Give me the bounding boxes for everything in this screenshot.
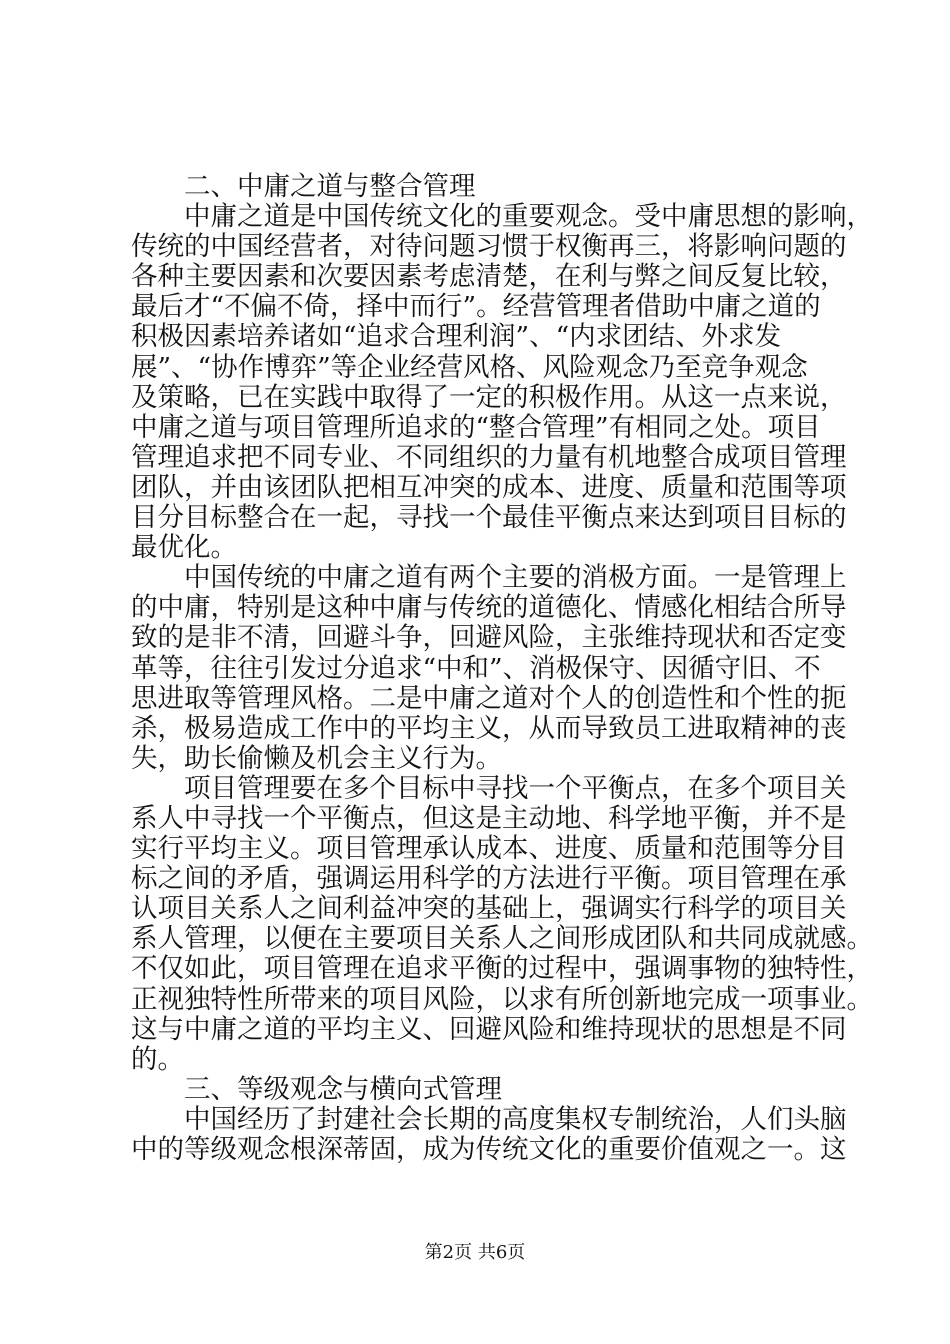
text-line: 的。 bbox=[131, 1043, 184, 1075]
text-line: 目分目标整合在一起，寻找一个最佳平衡点来达到项目目标的 bbox=[131, 502, 847, 534]
section-heading-2: 二、中庸之道与整合管理 bbox=[184, 171, 476, 202]
text-line: 正视独特性所带来的项目风险，以求有所创新地完成一项事业。 bbox=[131, 983, 873, 1015]
text-line: 中庸之道是中国传统文化的重要观念。受中庸思想的影响， bbox=[184, 201, 873, 233]
text-line: 这与中庸之道的平均主义、回避风险和维持现状的思想是不同 bbox=[131, 1013, 847, 1045]
text-line: 项目管理要在多个目标中寻找一个平衡点，在多个项目关 bbox=[184, 772, 847, 804]
text-line: 积极因素培养诸如“追求合理利润”、“内求团结、外求发 bbox=[131, 321, 782, 353]
text-line: 中庸之道与项目管理所追求的“整合管理”有相同之处。项目 bbox=[131, 411, 821, 443]
text-line: 思进取等管理风格。二是中庸之道对个人的创造性和个性的扼 bbox=[131, 682, 847, 714]
text-line: 不仅如此，项目管理在追求平衡的过程中，强调事物的独特性， bbox=[131, 953, 873, 985]
text-line: 致的是非不清，回避斗争，回避风险，主张维持现状和否定变 bbox=[131, 622, 847, 654]
text-line: 传统的中国经营者，对待问题习惯于权衡再三，将影响问题的 bbox=[131, 231, 847, 263]
text-line: 各种主要因素和次要因素考虑清楚，在利与弊之间反复比较， bbox=[131, 261, 847, 293]
text-line: 中国传统的中庸之道有两个主要的消极方面。一是管理上 bbox=[184, 562, 847, 594]
text-line: 及策略，已在实践中取得了一定的积极作用。从这一点来说， bbox=[131, 381, 847, 413]
text-line: 失，助长偷懒及机会主义行为。 bbox=[131, 742, 502, 774]
text-line: 系人中寻找一个平衡点，但这是主动地、科学地平衡，并不是 bbox=[131, 802, 847, 834]
text-line: 团队，并由该团队把相互冲突的成本、进度、质量和范围等项 bbox=[131, 471, 847, 503]
document-body bbox=[131, 171, 873, 1165]
text-line: 最后才“不偏不倚，择中而行”。经营管理者借助中庸之道的 bbox=[131, 291, 821, 323]
text-line: 中的等级观念根深蒂固，成为传统文化的重要价值观之一。这 bbox=[131, 1134, 847, 1165]
text-line: 系人管理，以便在主要项目关系人之间形成团队和共同成就感。 bbox=[131, 923, 873, 955]
text-line: 最优化。 bbox=[131, 532, 237, 564]
text-line: 实行平均主义。项目管理承认成本、进度、质量和范围等分目 bbox=[131, 833, 847, 865]
text-line: 认项目关系人之间利益冲突的基础上，强调实行科学的项目关 bbox=[131, 893, 847, 925]
page-number-footer: 第2页 共6页 bbox=[424, 1242, 526, 1263]
section-heading-3: 三、等级观念与横向式管理 bbox=[184, 1073, 502, 1105]
text-line: 标之间的矛盾，强调运用科学的方法进行平衡。项目管理在承 bbox=[131, 863, 847, 895]
text-line: 杀，极易造成工作中的平均主义，从而导致员工进取精神的丧 bbox=[131, 712, 847, 744]
text-line: 管理追求把不同专业、不同组织的力量有机地整合成项目管理 bbox=[131, 441, 847, 473]
text-line: 革等，往往引发过分追求“中和”、消极保守、因循守旧、不 bbox=[131, 652, 821, 684]
text-line: 的中庸，特别是这种中庸与传统的道德化、情感化相结合所导 bbox=[131, 592, 847, 624]
text-line: 中国经历了封建社会长期的高度集权专制统治，人们头脑 bbox=[184, 1103, 847, 1135]
text-line: 展”、“协作博弈”等企业经营风格、风险观念乃至竞争观念 bbox=[131, 351, 808, 383]
